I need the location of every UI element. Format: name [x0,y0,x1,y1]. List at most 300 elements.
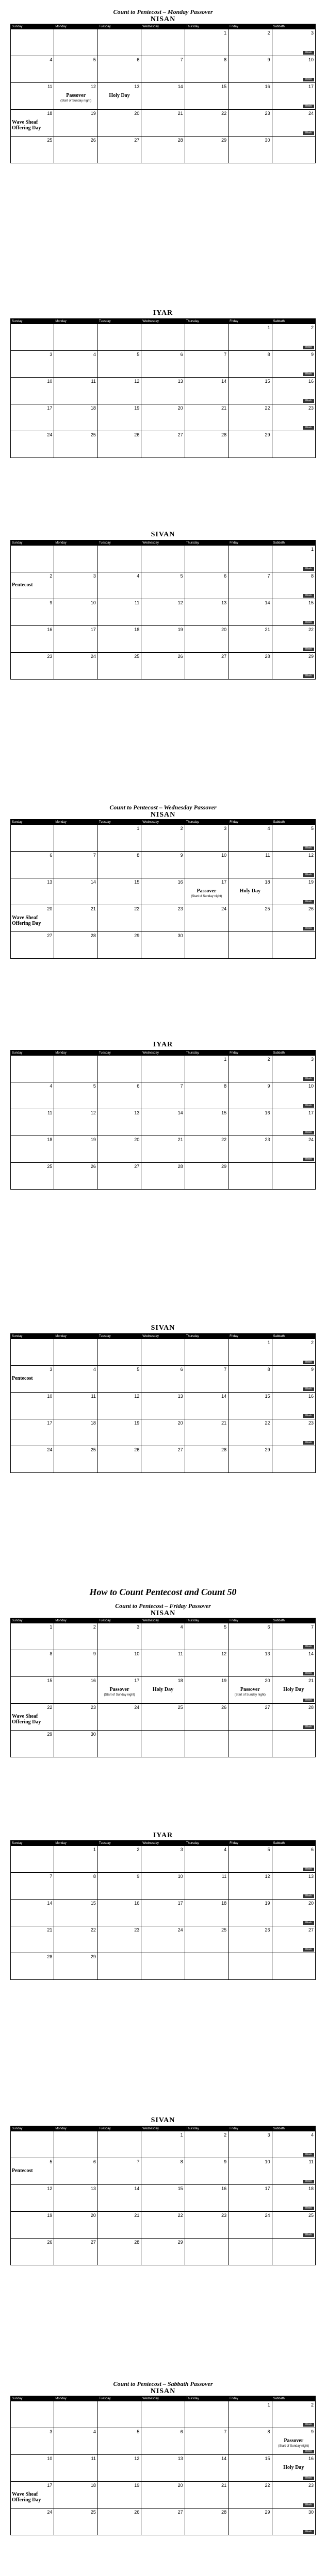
day-cell [141,572,185,599]
day-number: 4 [93,352,96,357]
day-cell [11,546,54,572]
day-cell [11,137,54,163]
day-cell [11,351,54,378]
day-cell [11,378,54,404]
week-row [11,56,316,83]
day-number: 3 [50,1367,53,1372]
day-number: 6 [93,2159,96,2164]
day-cell [229,1846,272,1873]
day-cell [272,404,315,431]
day-number: 23 [308,1420,314,1426]
week-row [11,1650,316,1677]
day-number: 21 [177,1137,183,1142]
day-number: 15 [265,379,270,384]
day-cell [272,825,315,852]
weekday-header: Wednesday [141,1050,185,1056]
day-cell [54,1623,97,1650]
day-cell [185,2131,228,2158]
day-number: 16 [90,1678,96,1683]
day-cell [229,431,272,458]
day-number: 16 [134,1901,140,1906]
day-number: 22 [47,1705,53,1710]
day-number: 27 [177,432,183,437]
day-cell [141,2509,185,2535]
weekday-header: Sabbath [272,1050,315,1056]
weekday-header: Wednesday [141,1334,185,1339]
weekday-header: Monday [54,1618,97,1623]
day-number: 5 [311,826,314,831]
week-counter: Week [303,2530,314,2534]
day-cell [11,1163,54,1190]
week-row [11,2131,316,2158]
day-cell [272,1056,315,1082]
day-cell [185,1419,228,1446]
day-number: 10 [221,853,227,858]
day-cell [229,83,272,110]
day-cell [272,1873,315,1900]
day-number: 24 [308,111,314,116]
day-cell [229,1393,272,1419]
day-cell [97,1677,141,1704]
day-cell [272,1731,315,1757]
week-counter: Week [303,78,314,81]
day-number: 9 [50,600,53,605]
day-cell [272,1366,315,1393]
event-note: (Start of Sunday night) [191,894,222,898]
day-cell [11,324,54,351]
week-counter: Week [303,1104,314,1108]
day-number: 29 [221,138,227,143]
day-cell [229,2455,272,2482]
day-cell [141,2185,185,2212]
day-number: 27 [47,933,53,938]
day-cell [272,878,315,905]
day-cell [272,1163,315,1190]
day-number: 8 [137,853,140,858]
day-number: 24 [177,1927,183,1933]
day-number: 15 [221,1110,227,1115]
month-calendar [10,819,316,959]
day-number: 20 [308,1901,314,1906]
week-row [11,29,316,56]
day-cell [229,1136,272,1163]
day-number: 15 [308,600,314,605]
day-cell [185,2482,228,2509]
day-number: 12 [177,600,183,605]
day-number: 23 [177,906,183,911]
week-counter: Week [303,1921,314,1925]
day-cell [272,626,315,653]
weekday-header: Tuesday [97,540,141,546]
day-number: 28 [221,2510,227,2515]
day-cell [272,2428,315,2455]
day-cell [141,2239,185,2265]
event-passover: Passover [109,1687,129,1693]
week-row [11,351,316,378]
day-cell [54,1163,97,1190]
week-counter: Week [303,1387,314,1391]
day-number: 4 [311,2132,314,2138]
day-cell [229,1056,272,1082]
day-number: 9 [267,57,270,62]
day-cell [185,1704,228,1731]
day-number: 17 [47,1420,53,1426]
day-cell [272,431,315,458]
day-number: 20 [177,1420,183,1426]
day-number: 21 [221,405,227,411]
day-number: 6 [224,573,227,579]
day-number: 12 [90,84,96,89]
week-counter: Week [303,1868,314,1871]
day-cell [229,110,272,137]
week-row [11,1446,316,1473]
week-row [11,2158,316,2185]
day-number: 26 [90,1164,96,1169]
weekday-header: Monday [54,2396,97,2401]
day-cell [97,83,141,110]
day-cell [97,1419,141,1446]
day-cell [185,2239,228,2265]
day-cell [11,110,54,137]
weekday-header: Tuesday [97,2396,141,2401]
day-cell [11,1704,54,1731]
day-number: 2 [311,2402,314,2408]
day-number: 19 [265,1901,270,1906]
day-cell [97,1953,141,1980]
day-cell [272,653,315,680]
month-title: IYAR [153,309,173,317]
day-cell [141,1109,185,1136]
day-number: 2 [267,30,270,36]
day-number: 25 [134,654,140,659]
day-number: 18 [308,2186,314,2191]
day-cell [11,2509,54,2535]
day-number: 20 [221,627,227,632]
day-cell [272,56,315,83]
month-title: SIVAN [151,1324,175,1332]
day-cell [229,2158,272,2185]
day-cell [11,56,54,83]
day-cell [141,878,185,905]
day-number: 1 [50,1624,53,1630]
day-cell [141,1926,185,1953]
day-number: 10 [308,1083,314,1089]
week-row [11,2482,316,2509]
day-number: 16 [265,84,270,89]
day-cell [185,2428,228,2455]
day-number: 27 [308,1927,314,1933]
day-number: 7 [267,573,270,579]
day-number: 29 [308,654,314,659]
day-cell [97,905,141,932]
section-title: Count to Pentecost – Friday Passover [115,1602,211,1609]
day-cell [272,378,315,404]
day-cell [272,2455,315,2482]
day-number: 20 [265,1678,270,1683]
day-number: 18 [47,111,53,116]
day-cell [185,932,228,959]
day-number: 8 [224,1083,227,1089]
day-number: 28 [134,2240,140,2245]
day-cell [272,932,315,959]
weekday-header: Thursday [185,319,228,324]
week-counter: Week [303,1672,314,1675]
week-row [11,572,316,599]
day-number: 3 [267,2132,270,2138]
weekday-header: Thursday [185,1334,228,1339]
day-cell [185,2212,228,2239]
day-cell [11,2131,54,2158]
day-number: 5 [267,1847,270,1852]
month-title: NISAN [150,811,176,819]
day-cell [11,1926,54,1953]
day-cell [54,1339,97,1366]
day-cell [272,2212,315,2239]
day-cell [229,1900,272,1926]
day-cell [141,599,185,626]
week-counter: Week [303,1158,314,1161]
day-number: 2 [93,1624,96,1630]
event-wave-sheaf: Wave Sheaf Offering Day [12,915,41,927]
day-number: 12 [308,853,314,858]
week-row [11,324,316,351]
day-number: 24 [90,654,96,659]
day-number: 27 [221,654,227,659]
day-cell [97,1926,141,1953]
event-note: (Start of Sunday night) [60,99,92,103]
day-cell [97,56,141,83]
day-cell [97,2482,141,2509]
day-number: 3 [93,573,96,579]
day-number: 25 [265,906,270,911]
day-number: 11 [91,379,96,384]
day-number: 14 [134,2186,140,2191]
day-number: 26 [134,432,140,437]
day-number: 1 [224,1057,227,1062]
day-cell [97,2185,141,2212]
day-cell [54,852,97,878]
day-cell [229,1109,272,1136]
week-counter: Week [303,2233,314,2237]
day-cell [229,404,272,431]
day-cell [11,626,54,653]
day-cell [229,852,272,878]
day-cell [11,1339,54,1366]
day-cell [272,572,315,599]
day-cell [54,653,97,680]
day-cell [272,2401,315,2428]
day-number: 14 [308,1651,314,1656]
event-pentecost: Pentecost [12,2168,33,2174]
day-number: 15 [177,2186,183,2191]
day-cell [185,1650,228,1677]
day-cell [141,83,185,110]
week-row [11,2455,316,2482]
week-row [11,1082,316,1109]
event-passover: Passover [66,93,86,99]
week-row [11,1339,316,1366]
week-counter: Week [303,621,314,624]
day-cell [272,2509,315,2535]
week-counter: Week [303,2423,314,2427]
day-number: 26 [308,906,314,911]
day-cell [54,1446,97,1473]
day-cell [229,1446,272,1473]
day-cell [11,2185,54,2212]
event-note: (Start of Sunday night) [278,2444,309,2448]
day-number: 8 [93,1874,96,1879]
day-cell [185,1082,228,1109]
day-number: 6 [311,1847,314,1852]
day-cell [11,1650,54,1677]
day-cell [272,1650,315,1677]
day-cell [272,110,315,137]
day-cell [11,1056,54,1082]
day-number: 14 [177,84,183,89]
day-number: 1 [137,826,140,831]
day-cell [229,1419,272,1446]
day-cell [11,852,54,878]
day-number: 10 [47,2456,53,2461]
day-cell [185,1926,228,1953]
week-counter: Week [303,2477,314,2480]
day-cell [54,324,97,351]
day-number: 3 [311,1057,314,1062]
day-cell [11,431,54,458]
day-cell [97,1082,141,1109]
day-number: 1 [93,1847,96,1852]
day-number: 16 [47,627,53,632]
day-number: 23 [308,2483,314,2488]
day-cell [54,404,97,431]
weekday-header: Monday [54,1334,97,1339]
day-cell [54,2131,97,2158]
day-cell [54,1109,97,1136]
day-number: 20 [134,1137,140,1142]
day-number: 12 [134,2456,140,2461]
day-cell [185,1873,228,1900]
day-number: 29 [47,1732,53,1737]
weekday-header: Friday [229,319,272,324]
month-calendar [10,24,316,163]
day-cell [97,1731,141,1757]
day-number: 11 [91,1394,96,1399]
event-holy-day: Holy Day [109,93,130,99]
day-number: 14 [221,1394,227,1399]
day-number: 27 [177,1447,183,1452]
day-cell [229,1163,272,1190]
day-number: 9 [267,1083,270,1089]
day-cell [185,1446,228,1473]
day-number: 11 [134,600,140,605]
day-cell [11,1366,54,1393]
weekday-header: Tuesday [97,24,141,29]
week-row [11,2185,316,2212]
day-number: 24 [265,2213,270,2218]
day-cell [229,1926,272,1953]
day-cell [229,2482,272,2509]
week-counter: Week [303,51,314,55]
day-cell [272,905,315,932]
day-number: 1 [311,547,314,552]
day-cell [185,324,228,351]
day-number: 5 [50,2159,53,2164]
day-cell [97,110,141,137]
day-cell [185,56,228,83]
day-number: 11 [308,2159,314,2164]
weekday-header: Tuesday [97,319,141,324]
event-passover: Passover [197,888,217,894]
day-number: 26 [90,138,96,143]
day-cell [272,2239,315,2265]
day-number: 6 [137,57,140,62]
day-number: 28 [47,1954,53,1959]
day-cell [11,599,54,626]
day-cell [11,1623,54,1650]
day-cell [229,878,272,905]
week-row [11,1393,316,1419]
week-row [11,83,316,110]
day-number: 25 [308,2213,314,2218]
weekday-header: Wednesday [141,2396,185,2401]
week-row [11,2509,316,2535]
weekday-header: Sabbath [272,2126,315,2131]
day-cell [229,2509,272,2535]
day-number: 6 [180,2429,183,2434]
day-number: 14 [221,379,227,384]
day-cell [54,2482,97,2509]
day-cell [272,1926,315,1953]
day-cell [141,1704,185,1731]
day-number: 5 [137,2429,140,2434]
week-counter: Week [303,2450,314,2453]
week-row [11,110,316,137]
day-number: 29 [177,2240,183,2245]
day-number: 21 [265,627,270,632]
month-calendar [10,1840,316,1980]
week-counter: Week [303,900,314,904]
week-row [11,1623,316,1650]
day-cell [141,1446,185,1473]
day-cell [54,2212,97,2239]
month-calendar [10,1333,316,1473]
day-cell [229,2185,272,2212]
day-cell [54,1419,97,1446]
day-cell [54,83,97,110]
day-cell [272,324,315,351]
day-cell [97,2428,141,2455]
day-number: 27 [265,1705,270,1710]
week-row [11,878,316,905]
day-cell [272,351,315,378]
day-number: 27 [134,1164,140,1169]
day-cell [185,1109,228,1136]
day-cell [11,2428,54,2455]
weekday-header: Sunday [11,1334,54,1339]
day-number: 15 [265,1394,270,1399]
day-number: 4 [267,826,270,831]
day-cell [11,1419,54,1446]
event-holy-day: Holy Day [283,2465,304,2471]
day-number: 17 [47,405,53,411]
weekday-header: Friday [229,2396,272,2401]
day-cell [141,653,185,680]
day-cell [54,137,97,163]
day-number: 22 [221,111,227,116]
day-number: 18 [90,2483,96,2488]
day-cell [97,653,141,680]
day-cell [54,1873,97,1900]
